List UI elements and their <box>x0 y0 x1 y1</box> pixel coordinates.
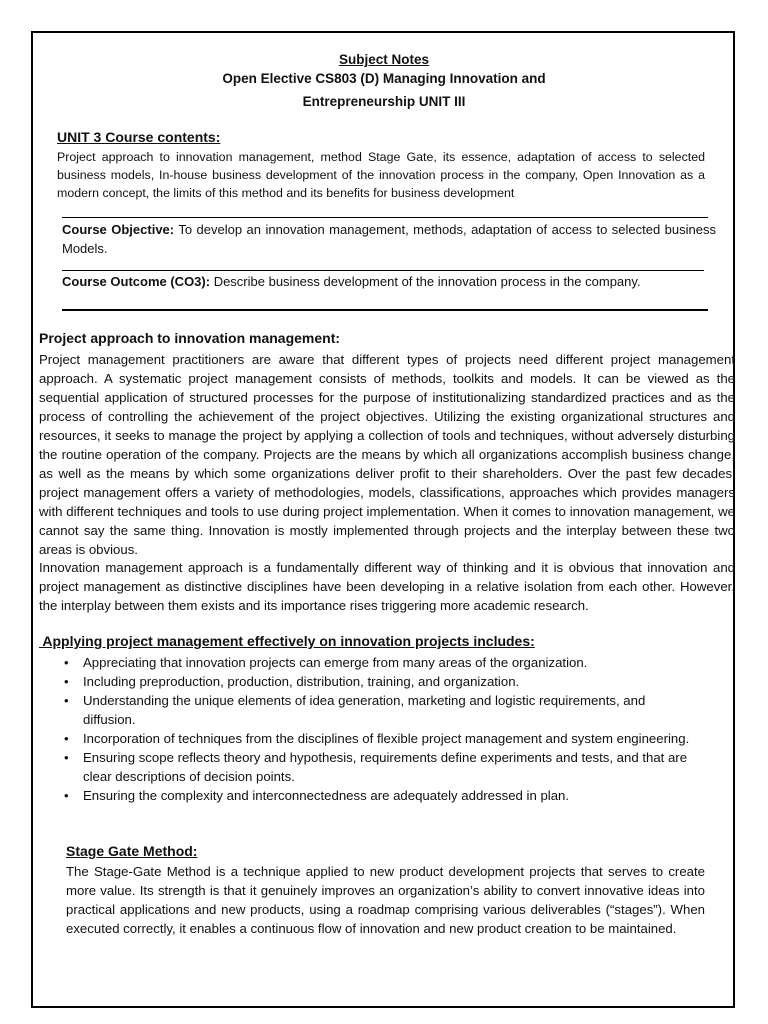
divider-middle <box>62 270 704 271</box>
bullet-icon: • <box>64 788 69 803</box>
course-outcome-label: Course Outcome (CO3): <box>62 274 211 289</box>
stage-gate-heading: Stage Gate Method: <box>66 843 198 859</box>
list-item: • Appreciating that innovation projects can emerge from many areas of the organization. <box>64 655 588 670</box>
document-title-line1: Open Elective CS803 (D) Managing Innovation and <box>222 71 546 86</box>
list-item: • Ensuring the complexity and interconnectedness are adequately addressed in plan. <box>64 788 570 803</box>
unit-contents-text: Project approach to innovation management, method Stage Gate, its essence, adaptation of access to selected business models, In-house business development of the innovation process in the company, Open Innovation as a modern concept, the limits of this method and its benefits for business development <box>57 150 705 200</box>
list-item: • Incorporation of techniques from the disciplines of flexible project management and system engineering. <box>64 731 690 746</box>
stage-gate-text: The Stage-Gate Method is a technique applied to new product development projects that serves to create more value. Its strength is that it genuinely improves an organization’s ability to convert innovative ideas into practical applications and new products, using a roadmap comprising various deliverables (“stages”). When executed correctly, it enables a continuous flow of innovation and new product creation to be maintained. <box>66 864 705 936</box>
project-approach-heading: Project approach to innovation management: <box>39 330 341 346</box>
list-item: • Ensuring scope reflects theory and hypothesis, requirements define experiments and tests, and that are clear descriptions of decision points. <box>64 750 688 784</box>
bullet-icon: • <box>64 655 69 670</box>
list-item: • Understanding the unique elements of idea generation, marketing and logistic requirements, and diffusion. <box>64 693 646 727</box>
bullet-icon: • <box>64 750 69 765</box>
divider-top <box>62 217 708 218</box>
applying-list <box>64 653 694 805</box>
project-approach-paragraph-1: Project management practitioners are aware that different types of projects need different project management approach. A systematic project management consists of methods, toolkits and models. It can be viewed as the sequential application of structured processes for the purpose of institutionalizing standardized practices and as the process of controlling the achievement of the project objectives. Utilizing the existing organizational structures and resources, it seeks to manage the project by applying a collection of tools and techniques, without adversely disturbing the routine operation of the company. Projects are the means by which all organizations accomplish business change, as well as the means by which some organizations deliver profit to their shareholders. Over the past few decades’ project management offers a variety of methodologies, models, classifications, approaches which provides managers with different techniques and tools to use during project implementation. When it comes to innovation management, we cannot say the same thing. Innovation is mostly implemented through projects and the interplay between these two areas is obvious. <box>39 352 735 557</box>
list-item: • Including preproduction, production, distribution, training, and organization. <box>64 674 520 689</box>
course-objective-text: To develop an innovation management, methods, adaptation of access to selected business Models. <box>62 222 716 256</box>
course-outcome <box>62 272 716 291</box>
applying-heading: Applying project management effectively on innovation projects includes: <box>39 633 535 649</box>
unit-contents-heading: UNIT 3 Course contents: <box>57 129 221 145</box>
course-objective-label: Course Objective: <box>62 222 175 237</box>
bullet-icon: • <box>64 674 69 689</box>
bullet-icon: • <box>64 731 69 746</box>
course-objective <box>62 220 716 258</box>
document-title-line2: Entrepreneurship UNIT III <box>302 94 466 109</box>
subject-notes-heading: Subject Notes <box>338 52 430 67</box>
course-outcome-text: Describe business development of the innovation process in the company. <box>210 274 641 289</box>
divider-bottom <box>62 309 708 311</box>
bullet-icon: • <box>64 693 69 708</box>
project-approach-paragraph-2: Innovation management approach is a fundamentally different way of thinking and it is obvious that innovation and project management as distinctive disciplines have been developing in a relative isolation from each other. However, the interplay between them exists and its importance rises triggering more academic research. <box>39 560 735 613</box>
